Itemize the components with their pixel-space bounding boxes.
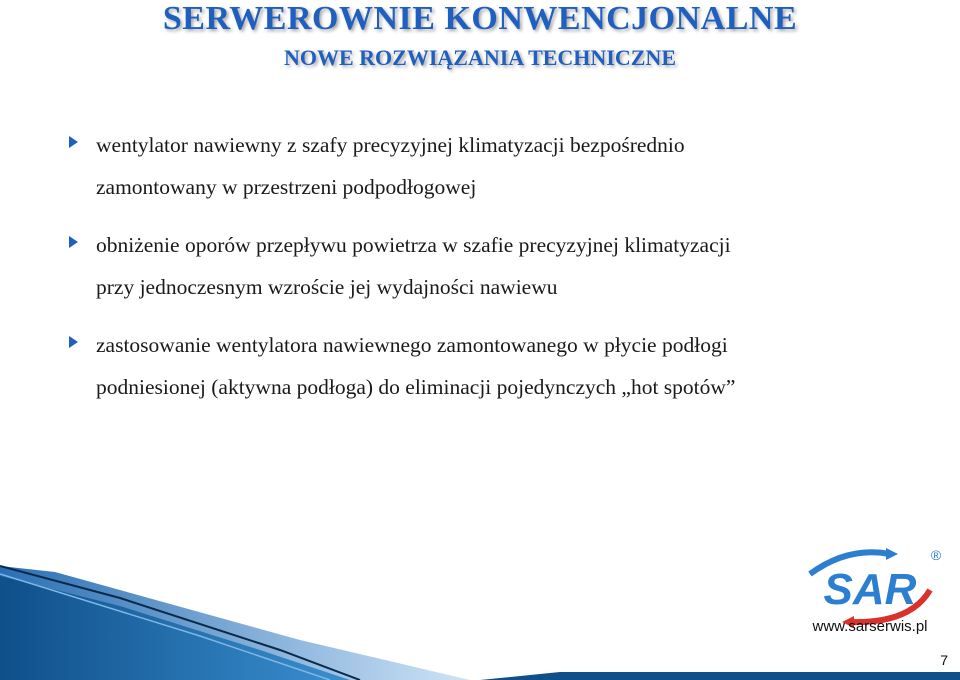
- bullet-text-line: wentylator nawiewny z szafy precyzyjnej klimatyzacji bezpośrednio: [96, 133, 685, 157]
- bullet-text-line: podniesionej (aktywna podłoga) do eliminacji pojedynczych „hot spotów”: [96, 375, 736, 399]
- bullet-text-line: zamontowany w przestrzeni podpodłogowej: [96, 175, 477, 199]
- svg-text:®: ®: [930, 547, 942, 563]
- bullet-text-line: zastosowanie wentylatora nawiewnego zamontowanego w płycie podłogi: [96, 333, 728, 357]
- svg-text:SAR: SAR: [823, 565, 917, 614]
- website-url: www.sarserwis.pl: [812, 618, 928, 635]
- slide-title: SERWEROWNIE KONWENCJONALNE: [162, 0, 798, 37]
- bullet-text-line: obniżenie oporów przepływu powietrza w szafie precyzyjnej klimatyzacji: [96, 233, 731, 257]
- bullet-text-line: przy jednoczesnym wzroście jej wydajności nawiewu: [96, 275, 558, 299]
- slide-subtitle: NOWE ROZWIĄZANIA TECHNICZNE: [283, 45, 676, 70]
- logo-arrow-right-icon: [886, 548, 898, 560]
- page-number: 7: [940, 652, 948, 668]
